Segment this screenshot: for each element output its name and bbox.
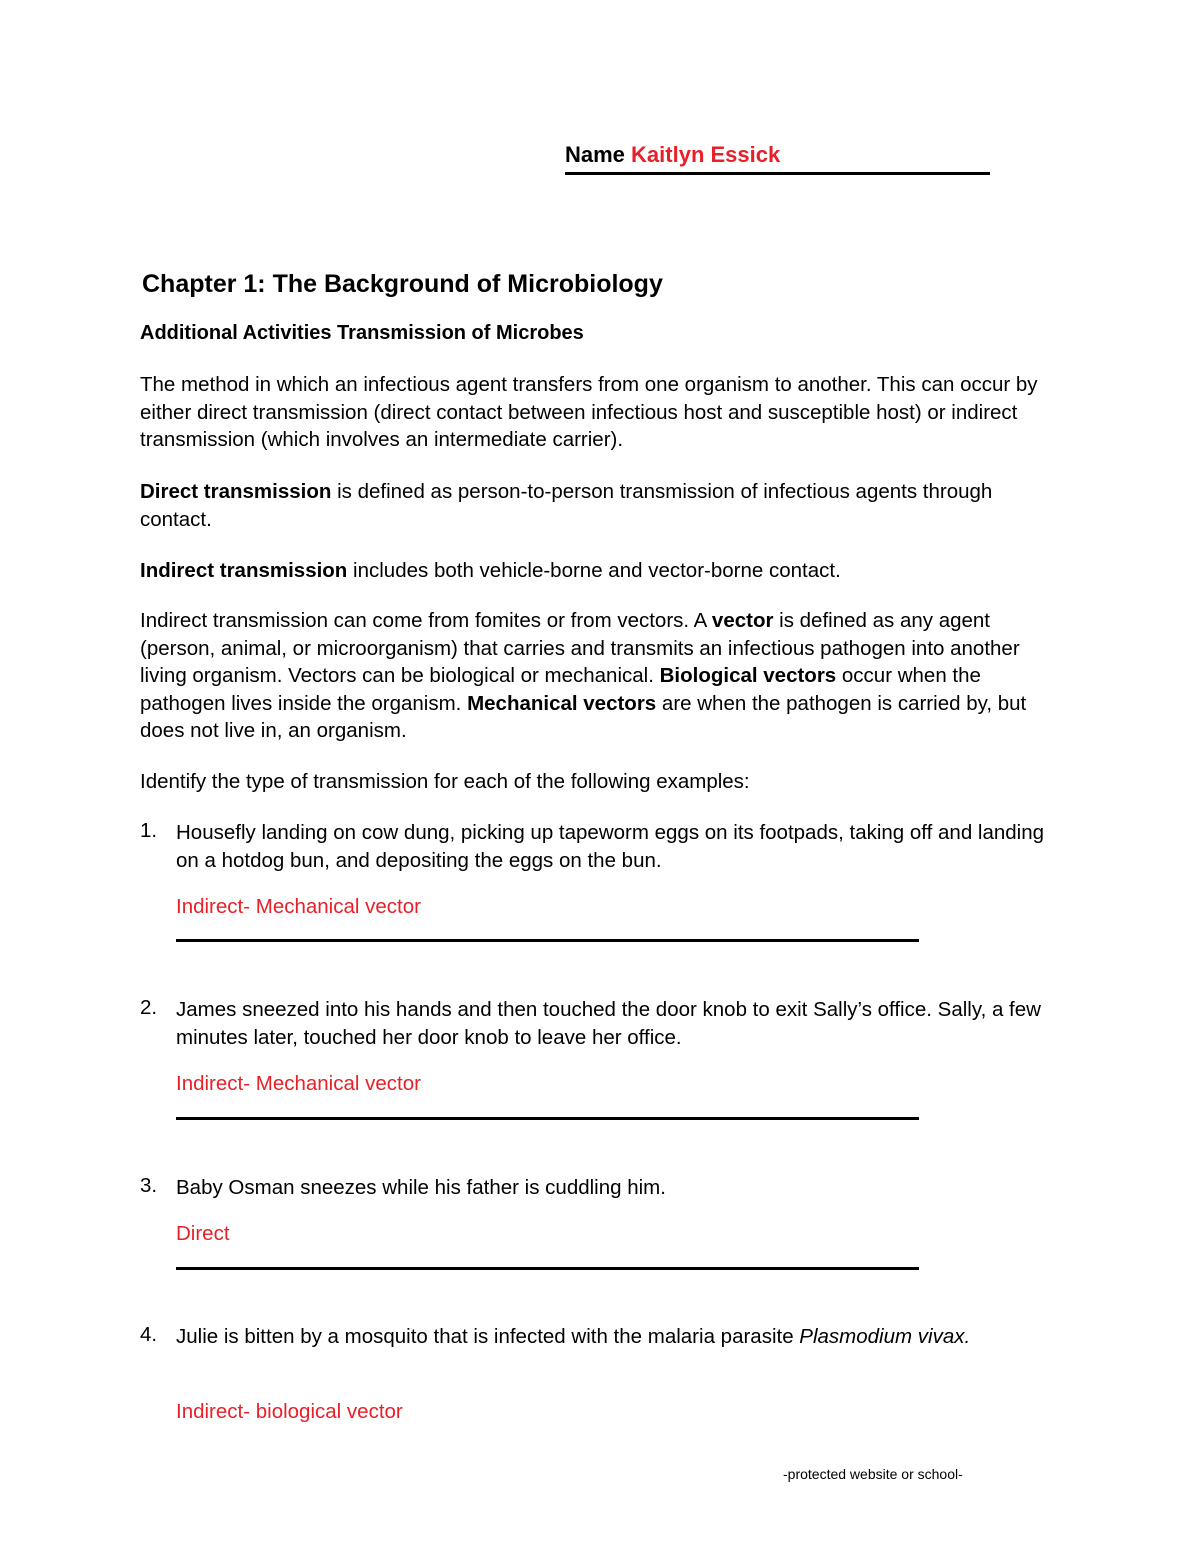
- indirect-term: Indirect transmission: [140, 559, 348, 582]
- mechanical-vectors-term: Mechanical vectors: [467, 691, 657, 715]
- answer-1-line: [176, 939, 919, 942]
- species-name: Plasmodium vivax.: [799, 1325, 971, 1348]
- name-field: [565, 142, 990, 168]
- direct-text: is defined as person-to-person transmission of infectious agents through contact.: [140, 480, 993, 531]
- question-3-number: 3.: [140, 1174, 158, 1197]
- indirect-text: includes both vehicle-borne and vector-borne contact.: [347, 559, 841, 582]
- biological-vectors-term: Biological vectors: [659, 664, 837, 687]
- section-subtitle: Additional Activities Transmission of Microbes: [140, 322, 584, 344]
- question-4-number: 4.: [140, 1323, 158, 1346]
- question-1-text: Housefly landing on cow dung, picking up tapeworm eggs on its footpads, taking off and landing on a hotdog bun, and depositing the eggs on the bun.: [176, 821, 1045, 872]
- indirect-definition: [140, 557, 1060, 585]
- chapter-title: Chapter 1: The Background of Microbiology: [142, 270, 663, 298]
- answer-2-line: [176, 1117, 919, 1120]
- direct-definition: [140, 478, 1060, 533]
- instruction-text: Identify the type of transmission for each of the following examples:: [140, 770, 750, 793]
- name-value: Kaitlyn Essick: [631, 142, 781, 167]
- question-2-text: James sneezed into his hands and then touched the door knob to exit Sally’s office. Sally, a few minutes later, touched her door knob to leave her office.: [176, 998, 1041, 1049]
- question-2-number: 2.: [140, 996, 158, 1019]
- question-4-text: [176, 1323, 1056, 1351]
- direct-term: Direct transmission: [140, 480, 332, 503]
- answer-3-line: [176, 1267, 919, 1270]
- footer-note: -protected website or school-: [783, 1466, 963, 1482]
- intro-paragraph: The method in which an infectious agent transfers from one organism to another. This can occur by either direct transmission (direct contact between infectious host and susceptible host) or indirect transmission (which involves an intermediate carrier).: [140, 373, 1038, 451]
- vector-text-2: is defined as any agent (person, animal, or microorganism) that carries and transmits an infectious pathogen into another living organism. Vectors can be biological or mechanical.: [140, 609, 1020, 687]
- name-underline: [565, 172, 990, 175]
- vector-text-1: Indirect transmission can come from fomites or from vectors. A: [140, 609, 712, 632]
- vector-term: vector: [711, 609, 774, 632]
- question-1-number: 1.: [140, 819, 158, 842]
- vector-text-4: are when the pathogen is carried by, but does not live in, an organism.: [140, 691, 1027, 742]
- answer-2: Indirect- Mechanical vector: [176, 1072, 421, 1095]
- name-label: Name: [565, 142, 625, 167]
- answer-3: Direct: [176, 1222, 230, 1245]
- vector-text-3: occur when the pathogen lives inside the organism.: [140, 664, 981, 715]
- question-3-text: Baby Osman sneezes while his father is cuddling him.: [176, 1176, 666, 1199]
- question-4-body: Julie is bitten by a mosquito that is infected with the malaria parasite: [176, 1325, 800, 1348]
- answer-4: Indirect- biological vector: [176, 1400, 403, 1423]
- vector-paragraph: [140, 607, 1060, 745]
- answer-1: Indirect- Mechanical vector: [176, 895, 421, 918]
